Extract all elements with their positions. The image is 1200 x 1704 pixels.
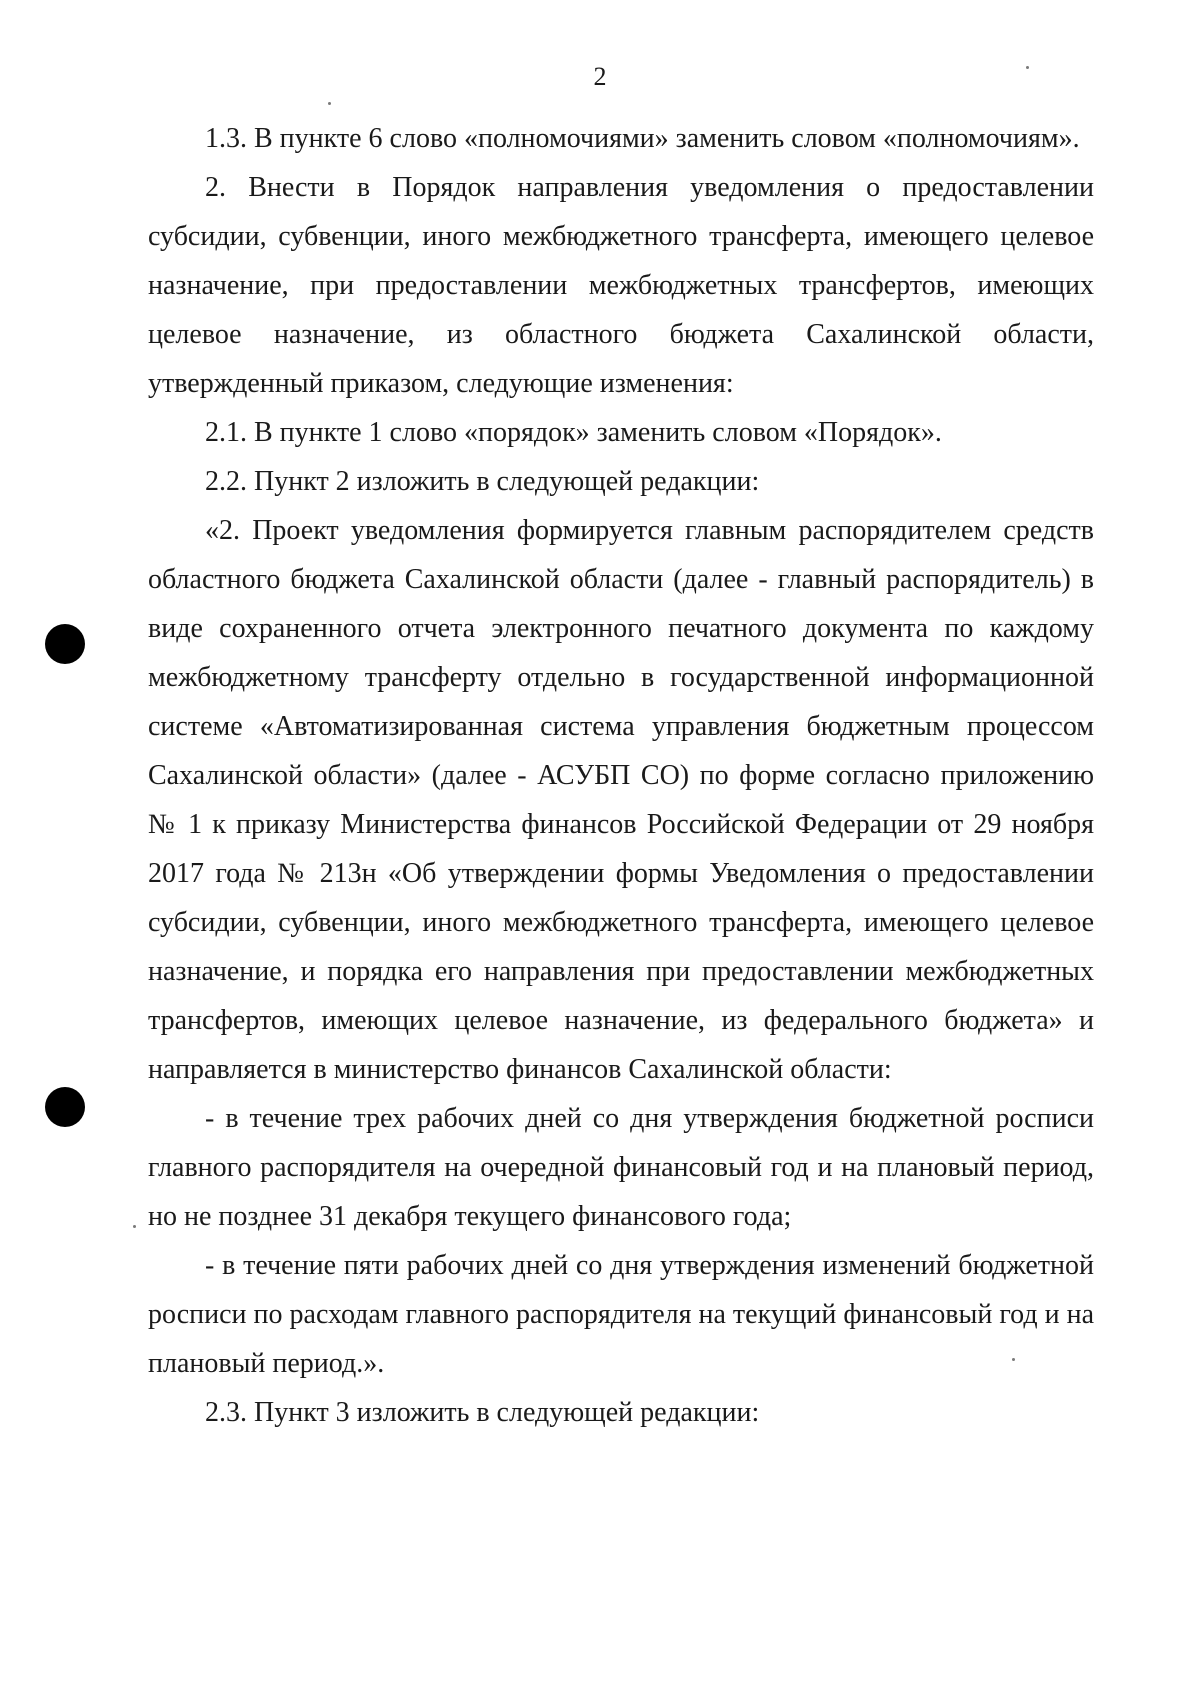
- scan-speck: [133, 1225, 136, 1228]
- document-body: [148, 114, 1094, 1437]
- punch-hole-top: [45, 624, 85, 664]
- paragraph-2-3: 2.3. Пункт 3 изложить в следующей редакции:: [205, 1397, 760, 1428]
- paragraph-2-2: 2.2. Пункт 2 изложить в следующей редакции:: [205, 466, 760, 497]
- punch-hole-bottom: [45, 1087, 85, 1127]
- scan-speck: [1026, 66, 1029, 69]
- page-number: 2: [593, 62, 607, 91]
- paragraph-2-2-quote: «2. Проект уведомления формируется главным распорядителем средств областного бюджета Сахалинской области (далее - главный распорядитель) в виде сохраненного отчета электронного печатного документа по каждому межбюджетному трансферту отдельно в государственной информационной системе «Автоматизированная система управления бюджетным процессом Сахалинской области» (далее - АСУБП СО) по форме согласно приложению № 1 к приказу Министерства финансов Российской Федерации от 29 ноября 2017 года № 213н «Об утверждении формы Уведомления о предоставлении субсидии, субвенции, иного межбюджетного трансферта, имеющего целевое назначение, и порядка его направления при предоставлении межбюджетных трансфертов, имеющих целевое назначение, из федерального бюджета» и направляется в министерство финансов Сахалинской области:: [148, 515, 1094, 1085]
- scan-speck: [328, 102, 331, 105]
- paragraph-2-1: 2.1. В пункте 1 слово «порядок» заменить словом «Порядок».: [205, 417, 942, 448]
- paragraph-2: 2. Внести в Порядок направления уведомления о предоставлении субсидии, субвенции, иного межбюджетного трансферта, имеющего целевое назначение, при предоставлении межбюджетных трансфертов, имеющих целевое назначение, из областного бюджета Сахалинской области, утвержденный приказом, следующие изменения:: [148, 172, 1094, 399]
- paragraph-2-2-bullet-2: - в течение пяти рабочих дней со дня утверждения изменений бюджетной росписи по расходам главного распорядителя на текущий финансовый год и на плановый период.».: [148, 1250, 1094, 1379]
- paragraph-1-3: 1.3. В пункте 6 слово «полномочиями» заменить словом «полномочиям».: [205, 123, 1080, 154]
- paragraph-2-2-bullet-1: - в течение трех рабочих дней со дня утверждения бюджетной росписи главного распорядителя на очередной финансовый год и на плановый период, но не позднее 31 декабря текущего финансового года;: [148, 1103, 1094, 1232]
